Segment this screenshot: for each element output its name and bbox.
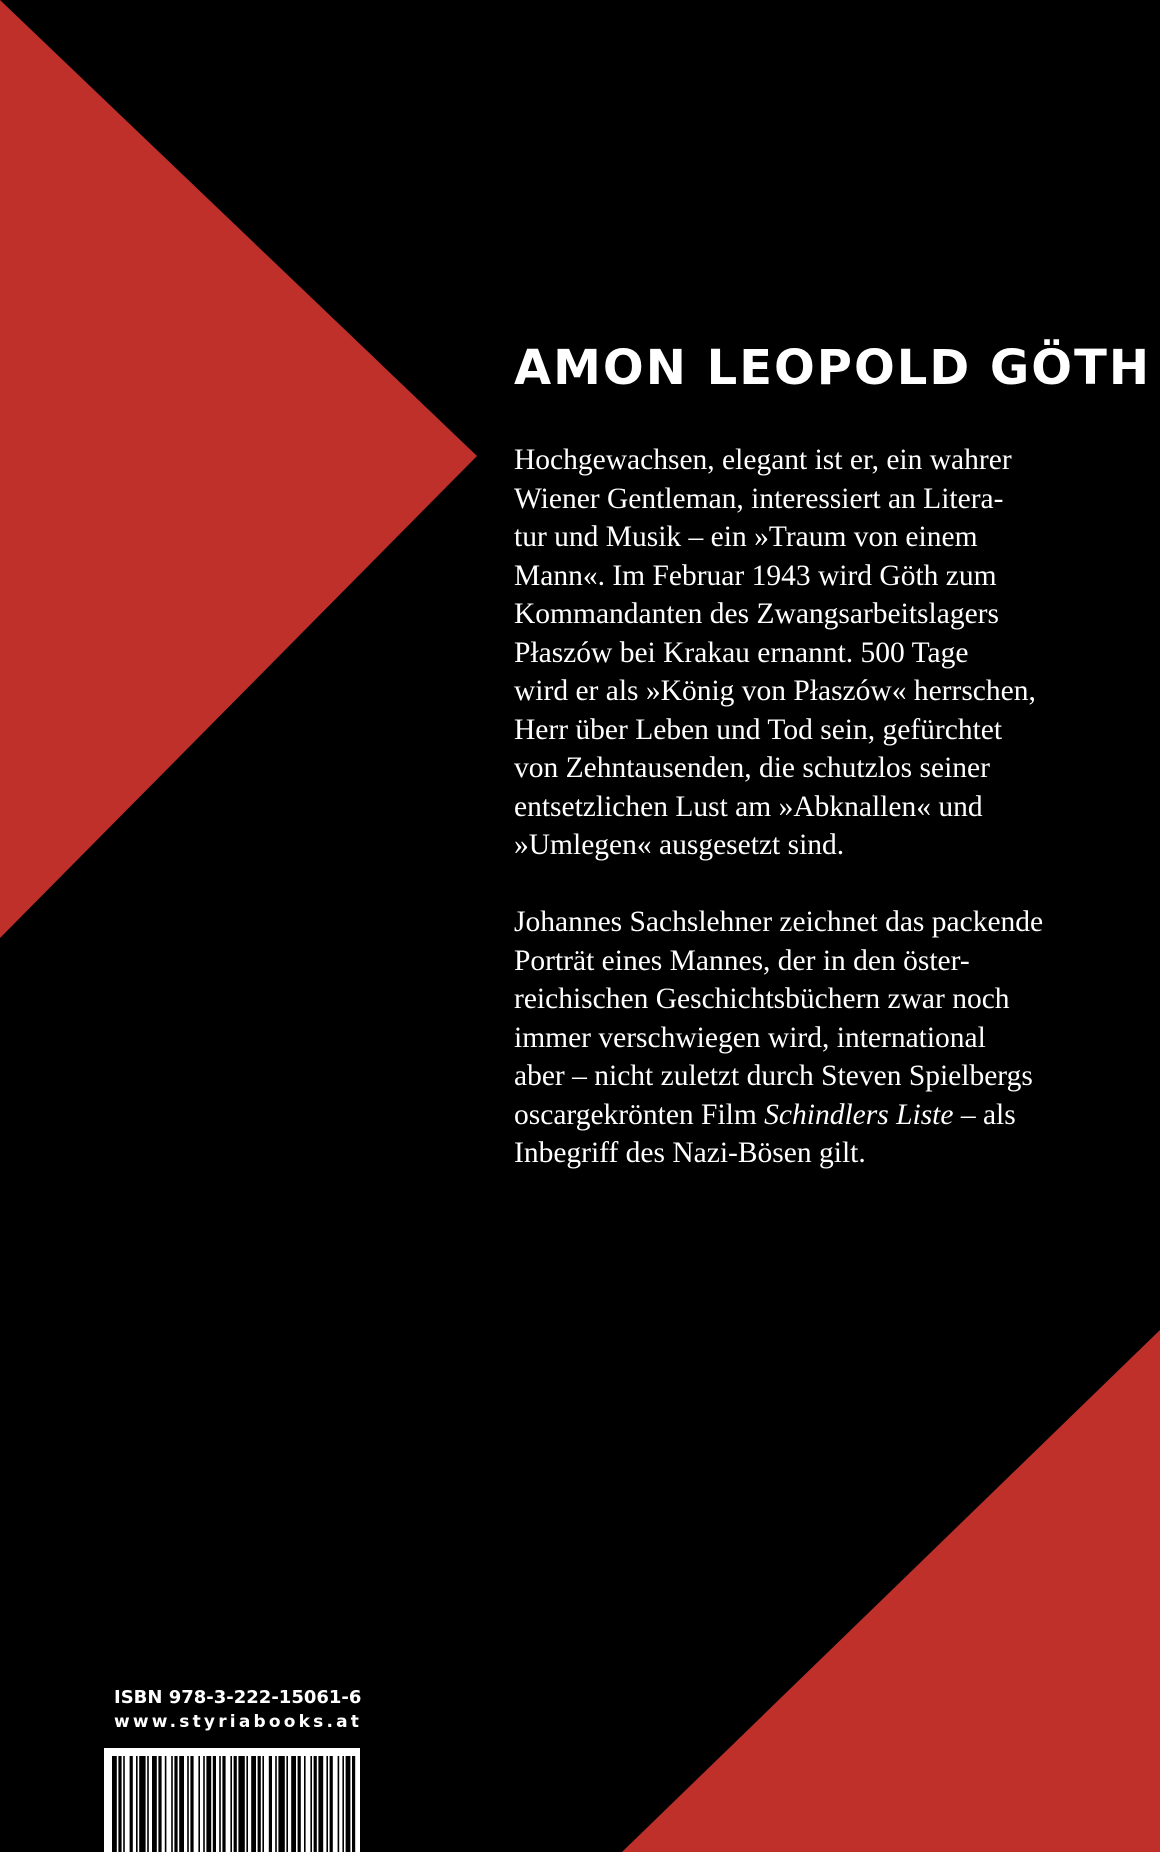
blurb-line: immer verschwiegen wird, international <box>514 1021 986 1054</box>
barcode-bar <box>286 1756 288 1852</box>
barcode-bar <box>234 1756 237 1852</box>
barcode-bar <box>179 1756 184 1852</box>
barcode-bar <box>152 1756 157 1852</box>
barcode-bar <box>342 1756 344 1852</box>
blurb-line: Wiener Gentleman, interessiert an Litera- <box>514 482 1004 515</box>
blurb-text: – als <box>953 1098 1016 1131</box>
blurb-paragraph-2 <box>514 903 1094 1173</box>
barcode-bar <box>275 1756 277 1852</box>
barcode-bar <box>318 1756 323 1852</box>
barcode-bar <box>314 1756 317 1852</box>
barcode-bar <box>258 1756 261 1852</box>
blurb-line: Płaszów bei Krakau ernannt. 500 Tage <box>514 636 969 669</box>
barcode-bar <box>251 1756 256 1852</box>
blurb-paragraph-1 <box>514 441 1094 865</box>
barcode-bar <box>130 1756 133 1852</box>
barcode-bar <box>203 1756 205 1852</box>
barcode-bar <box>310 1756 312 1852</box>
blurb-line: Johannes Sachslehner zeichnet das packende <box>514 906 1044 938</box>
barcode-bar <box>222 1756 225 1852</box>
blurb-line: Porträt eines Mannes, der in den öster- <box>514 944 970 977</box>
barcode-bar <box>346 1756 351 1852</box>
blurb-line: Kommandanten des Zwangsarbeitslagers <box>514 598 999 630</box>
barcode-bar <box>278 1756 284 1852</box>
barcode-bar <box>219 1756 221 1852</box>
barcode-bar <box>171 1756 173 1852</box>
book-title: AMON LEOPOLD GÖTH <box>514 340 1152 396</box>
barcode-bar <box>298 1756 301 1852</box>
barcode-bar <box>352 1756 355 1852</box>
barcode-bar <box>291 1756 296 1852</box>
barcode-bar <box>238 1756 244 1852</box>
barcode-bar <box>174 1756 177 1852</box>
barcode-bar <box>262 1756 264 1852</box>
barcode-bar <box>304 1756 306 1852</box>
barcode-bars <box>104 1748 360 1852</box>
blurb-line: reichischen Geschichtsbüchern zwar noch <box>514 983 1010 1015</box>
barcode-bar <box>136 1756 138 1852</box>
barcode-bar <box>206 1756 211 1852</box>
film-title: Schindlers Liste <box>764 1098 954 1131</box>
barcode-bar <box>338 1756 340 1852</box>
barcode-bar <box>158 1756 161 1852</box>
blurb-line: tur und Musik – ein »Traum von einem <box>514 521 978 553</box>
barcode <box>104 1748 360 1852</box>
blurb-line: aber – nicht zuletzt durch Steven Spielbergs <box>514 1060 1033 1092</box>
blurb-line: Mann«. Im Februar 1943 wird Göth zum <box>514 559 997 592</box>
barcode-bar <box>198 1756 200 1852</box>
barcode-bar <box>112 1756 117 1852</box>
blurb-line: »Umlegen« ausgesetzt sind. <box>514 829 845 861</box>
barcode-bar <box>246 1756 248 1852</box>
blurb-line: wird er als »König von Płaszów« herrschen, <box>514 675 1036 707</box>
barcode-bar <box>326 1756 328 1852</box>
barcode-bar <box>230 1756 232 1852</box>
blurb-line: von Zehntausenden, die schutzlos seiner <box>514 752 990 784</box>
blurb-line: Hochgewachsen, elegant ist er, ein wahrer <box>514 444 1012 476</box>
barcode-bar <box>269 1756 272 1852</box>
publisher-website: www.styriabooks.at <box>114 1712 363 1732</box>
barcode-bar <box>165 1756 167 1852</box>
red-triangle-bottom-right <box>622 1330 1160 1852</box>
barcode-bar <box>213 1756 216 1852</box>
red-triangle-left <box>0 0 477 938</box>
barcode-bar <box>139 1756 145 1852</box>
barcode-bar <box>147 1756 149 1852</box>
blurb-line: Herr über Leben und Tod sein, gefürchtet <box>514 713 1003 746</box>
barcode-bar <box>330 1756 333 1852</box>
blurb-text: oscargekrönten Film <box>514 1098 765 1131</box>
blurb-line: entsetzlichen Lust am »Abknallen« und <box>514 790 983 823</box>
isbn-label: ISBN 978-3-222-15061-6 <box>114 1687 362 1708</box>
barcode-bar <box>123 1756 125 1852</box>
blurb-line: Inbegriff des Nazi-Bösen gilt. <box>514 1137 866 1169</box>
barcode-bar <box>187 1756 189 1852</box>
barcode-bar <box>190 1756 193 1852</box>
blurb-line <box>514 1096 1094 1135</box>
barcode-bar <box>118 1756 121 1852</box>
